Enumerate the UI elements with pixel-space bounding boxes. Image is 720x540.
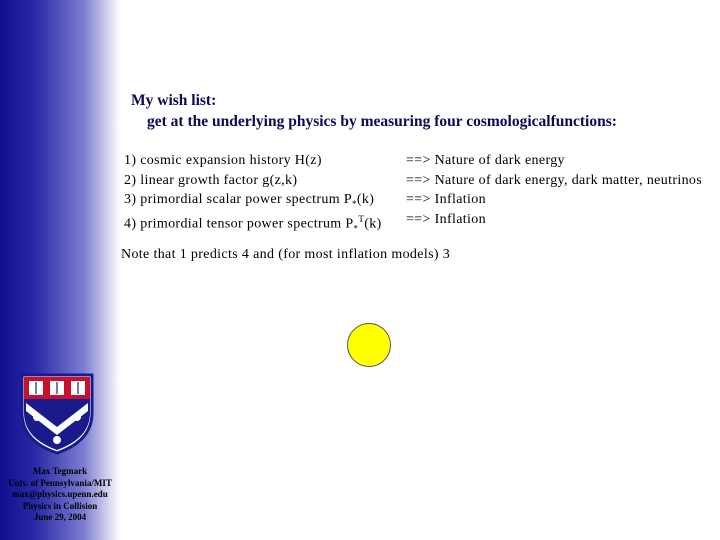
author-email: max@physics.upenn.edu [12,489,108,499]
function-implication: ==> Nature of dark energy [406,153,565,168]
author-credits [0,466,120,524]
function-implication: ==> Nature of dark energy, dark matter, neutrinos [406,172,703,188]
slide-title: My wish list: [131,92,217,109]
event-name: Physics in Collision [22,500,98,511]
function-implication: ==> Inflation [406,211,486,227]
yellow-circle [347,323,391,367]
university-shield-logo [20,373,94,455]
function-name: 1) cosmic expansion history H(z) [124,153,322,168]
function-name: 2) linear growth factor g(z,k) [124,172,298,188]
slide-note: Note that 1 predicts 4 and (for most inflation models) 3 [121,247,451,262]
function-name: 3) primordial scalar power spectrum $P_*(k)$ [124,192,375,209]
function-implication: ==> Inflation [406,192,486,207]
event-date: June 29, 2004 [33,512,87,522]
function-name: 4) primordial tensor power spectrum $P_*^T(k)$ [124,213,382,233]
sidebar [0,0,120,540]
slide-subtitle: get at the underlying physics by measuring four cosmologicalfunctions: [147,113,617,130]
author-affiliation: Univ. of Pennsylvania/MIT [8,477,112,488]
author-name: Max Tegmark [32,466,88,476]
